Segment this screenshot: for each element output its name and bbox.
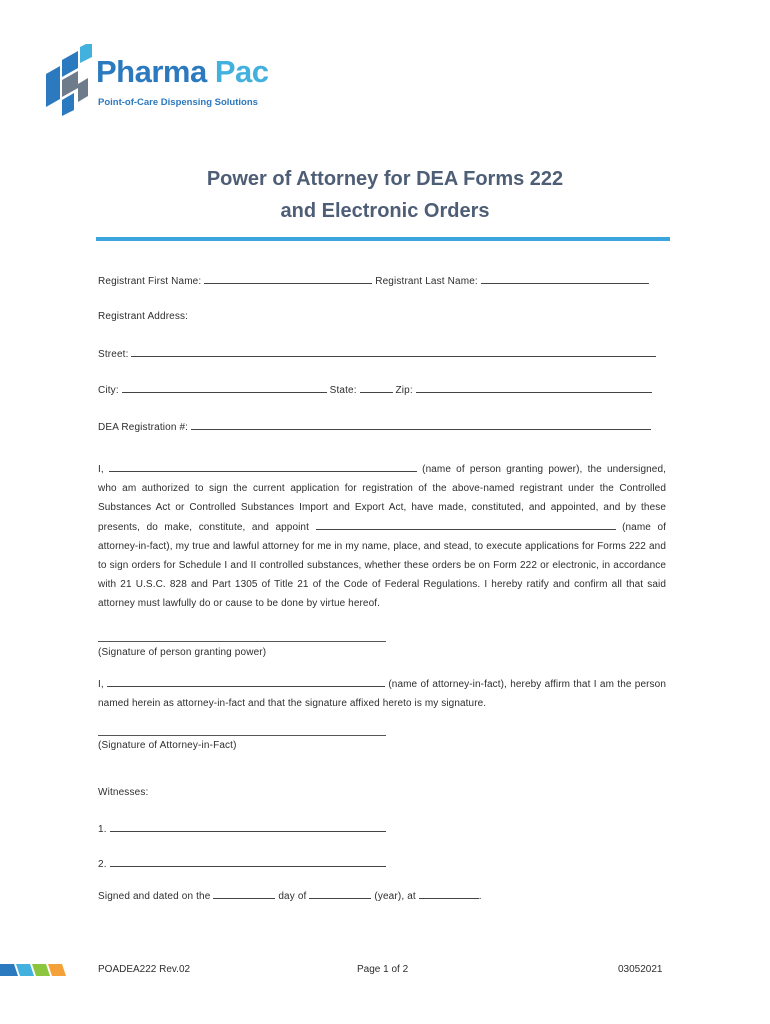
witness-2-row bbox=[98, 857, 386, 870]
affirm-attorney-name-field[interactable] bbox=[107, 677, 385, 687]
signed-year-at: (year), at bbox=[374, 891, 416, 902]
footer-date-code: 03052021 bbox=[618, 964, 663, 975]
attorney-signature-caption: (Signature of Attorney-in-Fact) bbox=[98, 740, 237, 751]
witness-2-label: 2. bbox=[98, 859, 107, 870]
signed-prefix: Signed and dated on the bbox=[98, 891, 211, 902]
street-field[interactable] bbox=[131, 347, 656, 357]
brand-tagline: Point-of-Care Dispensing Solutions bbox=[98, 97, 258, 108]
signed-month-field[interactable] bbox=[309, 889, 371, 899]
footer-form-id: POADEA222 Rev.02 bbox=[98, 964, 191, 975]
name-row bbox=[98, 274, 649, 287]
document-title-line1: Power of Attorney for DEA Forms 222 bbox=[206, 168, 564, 190]
last-name-label: Registrant Last Name: bbox=[375, 276, 478, 287]
brand-name-part1: Pharma bbox=[96, 54, 207, 89]
witnesses-label: Witnesses: bbox=[98, 787, 149, 798]
footer-color-bars bbox=[0, 964, 66, 976]
affirm-text: (name of attorney-in-fact), hereby affirm that I am the person named herein as attorney-in-fact and that the signature affixed hereto is my signature. bbox=[98, 679, 666, 710]
affirm-i-label: I, bbox=[98, 679, 104, 690]
signed-day-of: day of bbox=[278, 891, 307, 902]
city-row bbox=[98, 383, 652, 396]
first-name-label: Registrant First Name: bbox=[98, 276, 202, 287]
grant-i-label: I, bbox=[98, 464, 104, 475]
witness-2-field[interactable] bbox=[110, 857, 386, 867]
last-name-field[interactable] bbox=[481, 274, 649, 284]
grantor-name-field[interactable] bbox=[109, 462, 417, 472]
zip-field[interactable] bbox=[416, 383, 652, 393]
witness-1-label: 1. bbox=[98, 824, 107, 835]
signed-day-field[interactable] bbox=[213, 889, 275, 899]
document-title-line2: and Electronic Orders bbox=[280, 200, 490, 222]
signed-location-field[interactable] bbox=[419, 889, 479, 899]
dea-registration-field[interactable] bbox=[191, 420, 651, 430]
brand-name-part2: Pac bbox=[214, 54, 269, 89]
street-row bbox=[98, 347, 656, 360]
title-divider bbox=[96, 237, 670, 241]
grantor-signature-line[interactable] bbox=[98, 641, 386, 642]
address-label: Registrant Address: bbox=[98, 311, 189, 322]
street-label: Street: bbox=[98, 349, 129, 360]
grant-text-1: (name of person granting power), the undersigned, who am authorized to sign the current application for registration of the above-named registrant under the Controlled Substances Act or Controlled Substances Import and Export Act, have made, constituted, and appointed, and by these presents, do make, constitute, and appoint bbox=[98, 464, 666, 533]
signed-end: . bbox=[478, 891, 482, 902]
zip-label: Zip: bbox=[395, 385, 413, 396]
witness-1-row bbox=[98, 822, 386, 835]
attorney-name-field[interactable] bbox=[316, 520, 616, 530]
dea-row bbox=[98, 420, 651, 433]
witness-1-field[interactable] bbox=[110, 822, 386, 832]
state-field[interactable] bbox=[360, 383, 393, 393]
affirm-paragraph bbox=[98, 675, 666, 713]
brand-name bbox=[96, 54, 269, 90]
grantor-signature-caption: (Signature of person granting power) bbox=[98, 647, 267, 658]
grant-text-2: (name of attorney-in-fact), my true and lawful attorney for me in my name, place, and stead, to execute applications for Forms 222 and to sign orders for Schedule I and II controlled substances, whether these orders be on Form 222 or electronic, in accordance with 21 U.S.C. 828 and Part 1305 of Title 21 of the Code of Federal Regulations. I hereby ratify and confirm all that said attorney must lawfully do or cause to be done by virtue hereof. bbox=[98, 521, 666, 610]
first-name-field[interactable] bbox=[204, 274, 372, 284]
footer-page-number: Page 1 of 2 bbox=[357, 964, 409, 975]
signed-dated-row bbox=[98, 889, 482, 902]
city-field[interactable] bbox=[122, 383, 327, 393]
state-label: State: bbox=[329, 385, 357, 396]
city-label: City: bbox=[98, 385, 119, 396]
dea-registration-label: DEA Registration #: bbox=[98, 422, 189, 433]
grant-paragraph bbox=[98, 460, 666, 614]
attorney-signature-line[interactable] bbox=[98, 735, 386, 736]
